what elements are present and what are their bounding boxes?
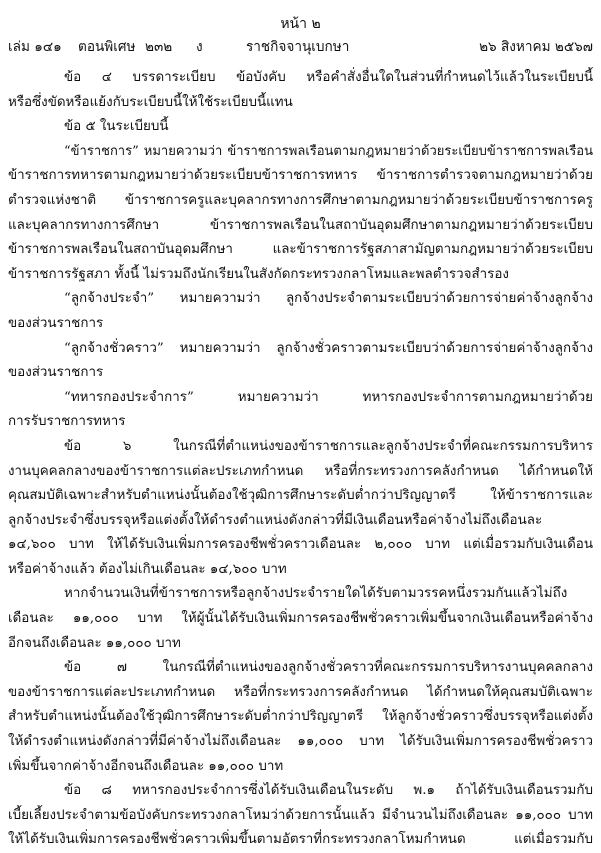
text-line: ให้ได้รับเงินเพิ่มการครองชีพชั่วคราวเพิ่มขึ้นตามอัตราที่กระทรวงกลาโหมกำหนด แต่เมื่อรวมกับ: [8, 832, 593, 848]
text-line: “ข้าราชการ” หมายความว่า ข้าราชการพลเรือนตามกฎหมายว่าด้วยระเบียบข้าราชการพลเรือน: [64, 143, 593, 159]
text-line: อีกจนถึงเดือนละ ๑๑,๐๐๐ บาท: [8, 635, 181, 651]
text-line: และบุคลากรทางการศึกษา ข้าราชการพลเรือนในสถาบันอุดมศึกษาตามกฎหมายว่าด้วยระเบียบ: [8, 217, 593, 233]
text-line: ข้าราชการรัฐสภา ทั้งนี้ ไม่รวมถึงนักเรียนในสังกัดกระทรวงกลาโหมและพลตำรวจสำรอง: [8, 266, 509, 282]
section-label: ตอนพิเศษ: [78, 39, 136, 55]
text-line: การรับราชการทหาร: [8, 414, 126, 430]
text-line: ข้อ ๘ ทหารกองประจำการซึ่งได้รับเงินเดือนในระดับ พ.๑ ถ้าได้รับเงินเดือนรวมกับ: [64, 783, 593, 799]
text-line: ลูกจ้างประจำซึ่งบรรจุหรือแต่งตั้งให้ดำรงตำแหน่งดังกล่าวที่มีเงินเดือนหรือค่าจ้างไม่ถึงเดือนละ: [8, 512, 543, 528]
publication-date: ๒๖ สิงหาคม ๒๕๖๗: [479, 39, 593, 55]
text-line: ให้ดำรงตำแหน่งดังกล่าวที่มีค่าจ้างไม่ถึงเดือนละ ๑๑,๐๐๐ บาท ได้รับเงินเพิ่มการครองชีพชั่วคราว: [8, 734, 593, 750]
text-line: “ลูกจ้างประจำ” หมายความว่า ลูกจ้างประจำตามระเบียบว่าด้วยการจ่ายค่าจ้างลูกจ้าง: [64, 291, 593, 307]
text-line: ของข้าราชการแต่ละประเภทกำหนด หรือที่กระทรวงการคลังกำหนด ได้กำหนดให้คุณสมบัติเฉพาะ: [8, 684, 593, 700]
text-line: ข้าราชการพลเรือนในสถาบันอุดมศึกษา และข้าราชการรัฐสภาสามัญตามกฎหมายว่าด้วยระเบียบ: [8, 242, 593, 258]
text-line: ๑๔,๖๐๐ บาท ให้ได้รับเงินเพิ่มการครองชีพชั่วคราวเดือนละ ๒,๐๐๐ บาท แต่เมื่อรวมกับเงินเดือน: [8, 537, 593, 553]
volume-suffix: ง: [196, 39, 203, 55]
book-number: เล่ม ๑๔๑: [8, 39, 62, 55]
text-line: ข้าราชการทหารตามกฎหมายว่าด้วยระเบียบข้าราชการทหาร ข้าราชการตำรวจตามกฎหมายว่าด้วย: [8, 168, 593, 184]
text-line: สำหรับตำแหน่งนั้นต้องใช้วุฒิการศึกษาระดับต่ำกว่าปริญญาตรี ให้ลูกจ้างชั่วคราวซึ่งบรรจุหรือแต่งตั้ง: [8, 709, 593, 725]
page-number: หน้า ๒: [280, 16, 321, 32]
document-body: [8, 66, 593, 853]
text-line: หรือซึ่งขัดหรือแย้งกับระเบียบนี้ให้ใช้ระเบียบนี้แทน: [8, 94, 293, 110]
gazette-header: [8, 35, 593, 55]
text-line: งานบุคคลกลางของข้าราชการแต่ละประเภทกำหนด หรือที่กระทรวงการคลังกำหนด ได้กำหนดให้: [8, 463, 593, 479]
text-line: คุณสมบัติเฉพาะสำหรับตำแหน่งนั้นต้องใช้วุฒิการศึกษาระดับต่ำกว่าปริญญาตรี ให้ข้าราชการและ: [8, 488, 593, 504]
text-line: เพิ่มขึ้นจากค่าจ้างอีกจนถึงเดือนละ ๑๑,๐๐๐ บาท: [8, 758, 284, 774]
text-line: ข้อ ๖ ในกรณีที่ตำแหน่งของข้าราชการและลูกจ้างประจำที่คณะกรรมการบริหาร: [64, 438, 593, 454]
text-line: เบี้ยเลี้ยงประจำตามข้อบังคับกระทรวงกลาโหมว่าด้วยการนั้นแล้ว มีจำนวนไม่ถึงเดือนละ ๑๑,๐๐๐ บาท: [8, 807, 593, 823]
text-line: ของส่วนราชการ: [8, 365, 104, 381]
text-line: หากจำนวนเงินที่ข้าราชการหรือลูกจ้างประจำรายใดได้รับตามวรรคหนึ่งรวมกันแล้วไม่ถึง: [64, 586, 568, 602]
text-line: เดือนละ ๑๑,๐๐๐ บาท ให้ผู้นั้นได้รับเงินเพิ่มการครองชีพชั่วคราวเพิ่มขึ้นจากเงินเดือนหรือค่าจ้าง: [8, 611, 593, 627]
text-line: ของส่วนราชการ: [8, 315, 104, 331]
gazette-name: ราชกิจจานุเบกษา: [246, 39, 350, 55]
text-line: ข้อ ๕ ในระเบียบนี้: [64, 119, 169, 135]
text-line: “ทหารกองประจำการ” หมายความว่า ทหารกองประจำการตามกฎหมายว่าด้วย: [64, 389, 593, 405]
text-line: หรือค่าจ้างแล้ว ต้องไม่เกินเดือนละ ๑๔,๖๐๐ บาท: [8, 561, 287, 577]
text-line: ข้อ ๔ บรรดาระเบียบ ข้อบังคับ หรือคำสั่งอื่นใดในส่วนที่กำหนดไว้แล้วในระเบียบนี้: [64, 70, 593, 85]
text-line: ตำรวจแห่งชาติ ข้าราชการครูและบุคลากรทางการศึกษาตามกฎหมายว่าด้วยระเบียบข้าราชการครู: [8, 192, 593, 208]
volume-number: ๒๓๒: [145, 39, 173, 55]
text-line: “ลูกจ้างชั่วคราว” หมายความว่า ลูกจ้างชั่วคราวตามระเบียบว่าด้วยการจ่ายค่าจ้างลูกจ้าง: [64, 340, 593, 356]
text-line: ข้อ ๗ ในกรณีที่ตำแหน่งของลูกจ้างชั่วคราวที่คณะกรรมการบริหารงานบุคคลกลาง: [64, 660, 593, 676]
